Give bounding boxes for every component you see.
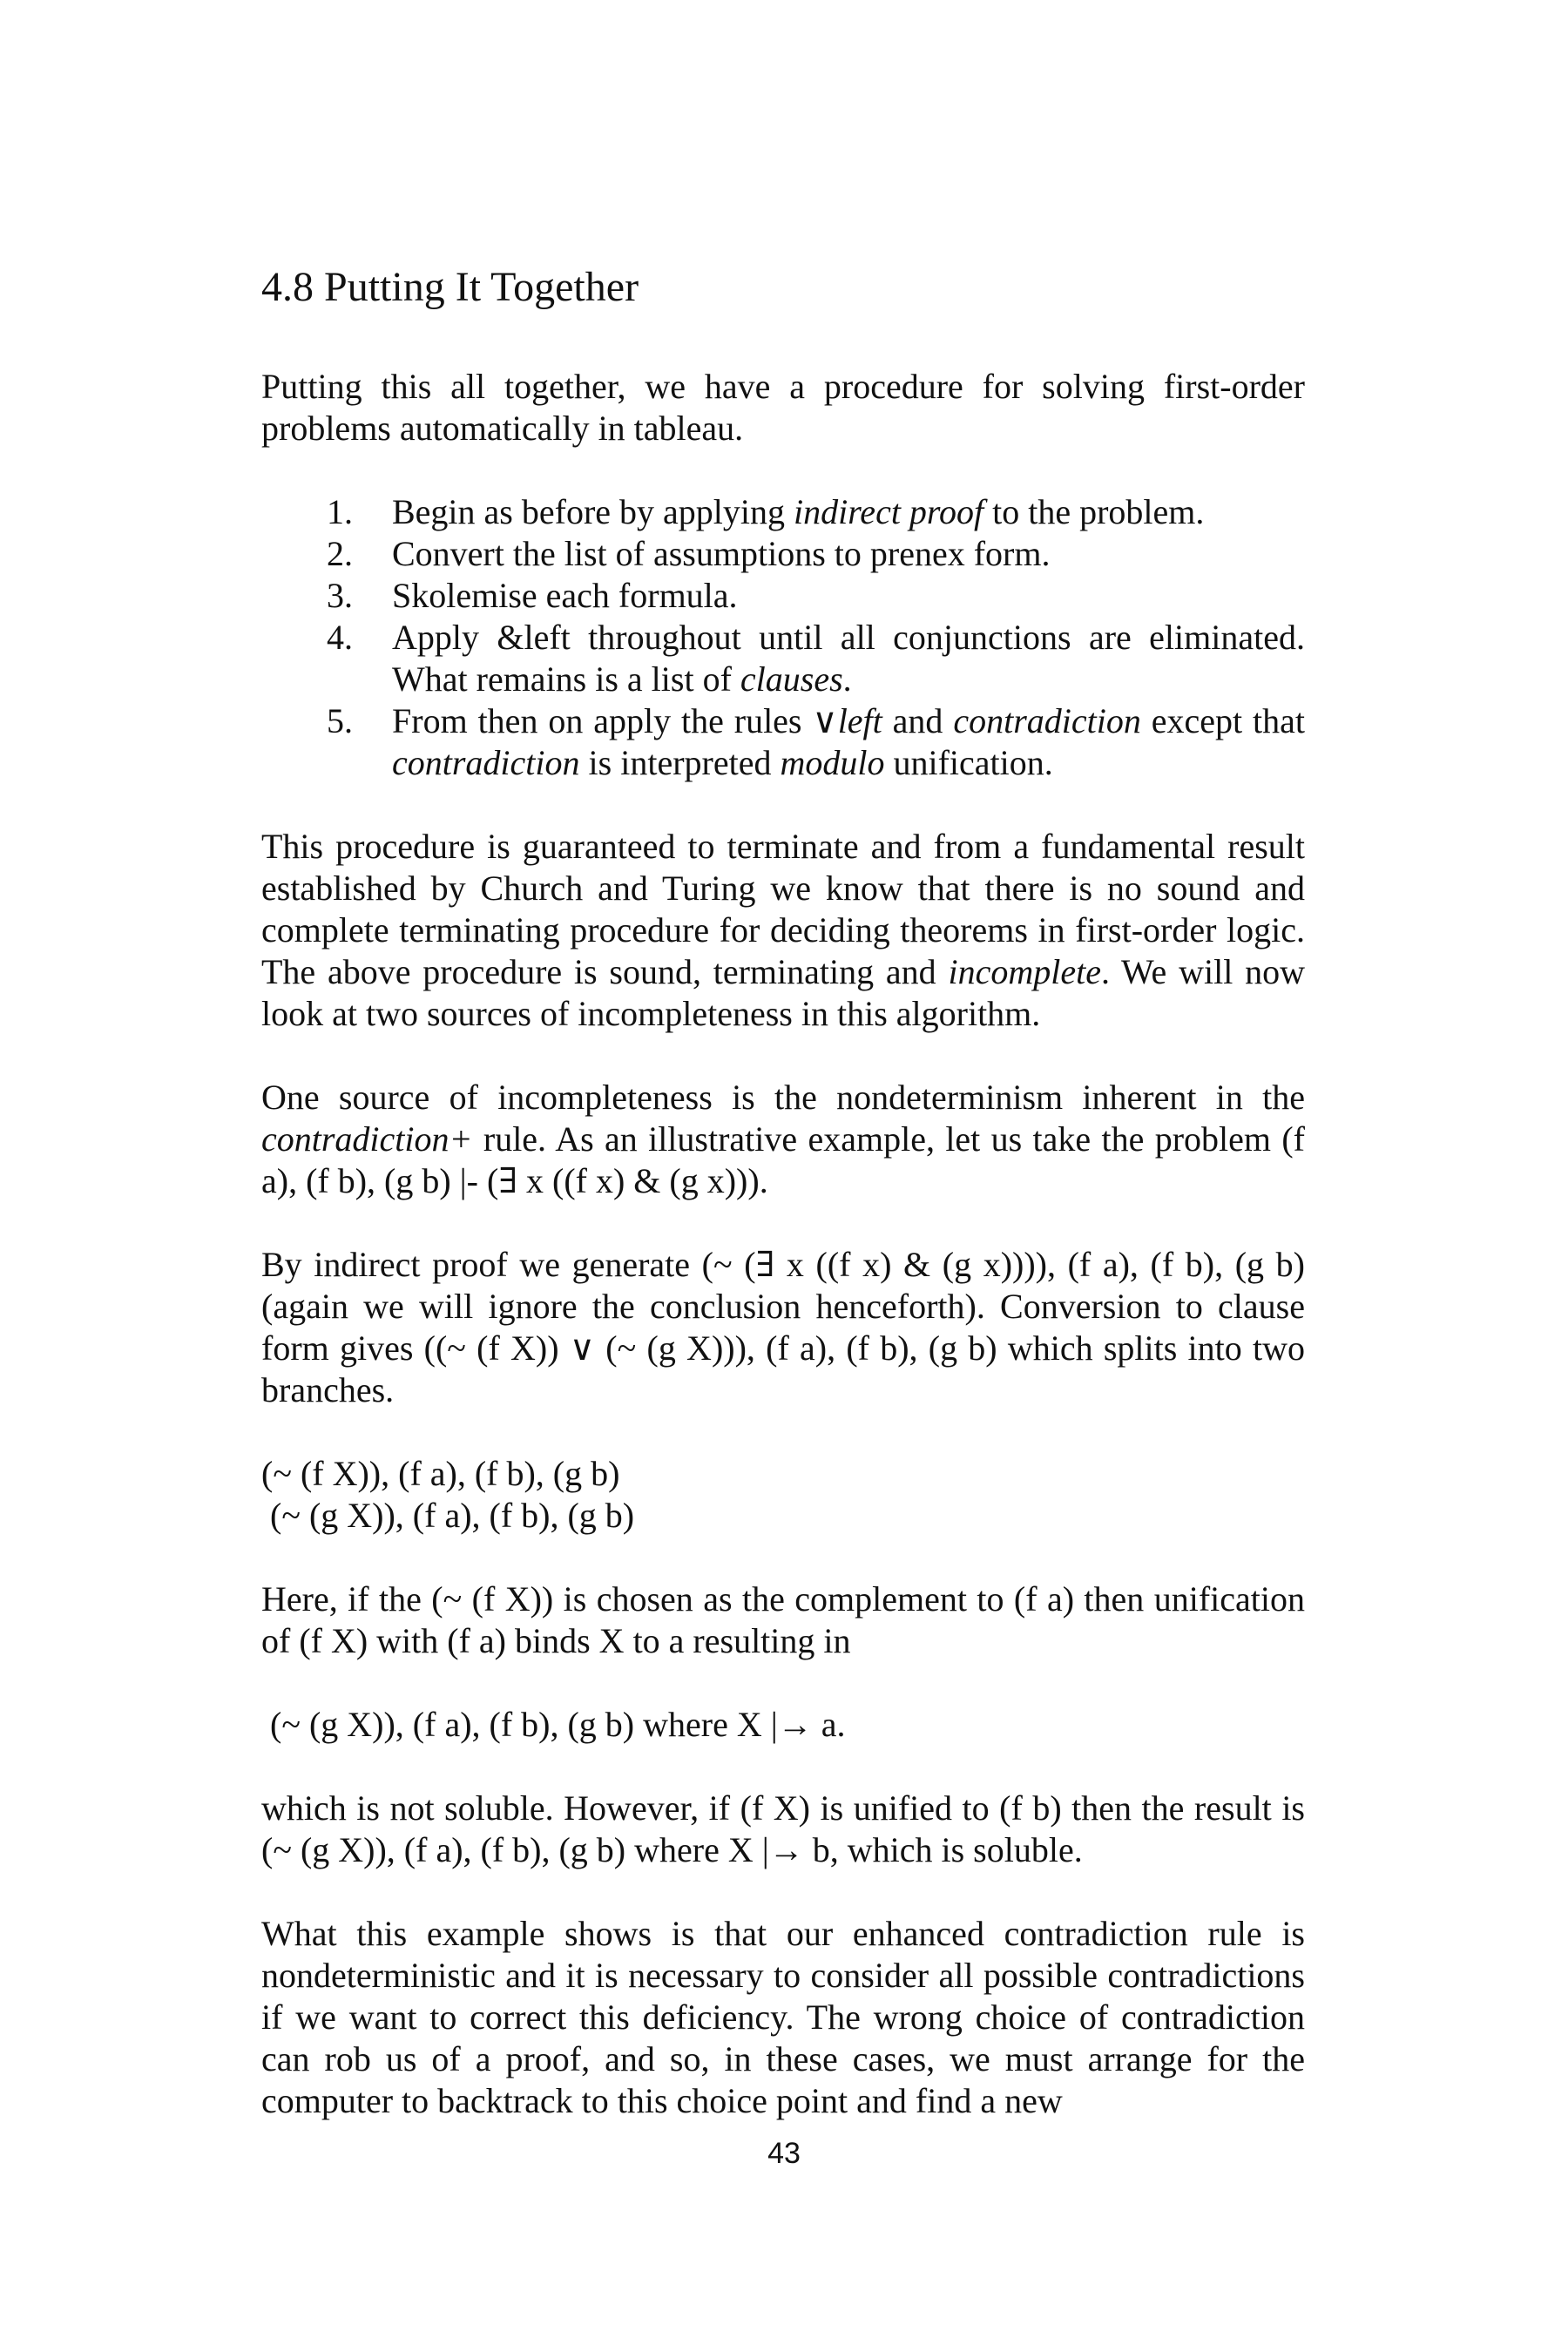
step-text: Apply &left throughout until all conjunctions are eliminated. What remains is a list of (392, 618, 1305, 699)
step-text: is interpreted (579, 743, 781, 782)
nondeterminism-paragraph: What this example shows is that our enhanced contradiction rule is nondeterministic and it is necessary to consider all possible contradictions if we want to correct this deficiency. The wrong choice of contradiction can rob us of a proof, and so, in these cases, we must arrange for the computer to backtrack to this choice point and find a new (261, 1914, 1305, 2120)
step-number: 2. (327, 534, 353, 573)
branch-formula-1: (~ (f X)), (f a), (f b), (g b) (261, 1454, 620, 1493)
paragraph-emphasis: contradiction+ (261, 1119, 473, 1159)
procedure-step-2 (261, 533, 1305, 575)
step-emphasis: left (837, 701, 882, 740)
paragraph-text: One source of incompleteness is the nondeterminism inherent in the (261, 1078, 1305, 1117)
step-text: Begin as before by applying (392, 492, 794, 531)
step-text: . (842, 659, 852, 699)
result-formula: (~ (g X)), (f a), (f b), (g b) where X |→ a. (270, 1705, 846, 1744)
step-text: Convert the list of assumptions to prenex form. (392, 534, 1051, 573)
step-emphasis: indirect proof (794, 492, 984, 531)
step-number: 1. (327, 492, 353, 531)
incompleteness-paragraph (261, 1077, 1305, 1202)
page-number: 43 (767, 2137, 801, 2170)
paragraph-text: . We will now look at two sources of incompleteness in this algorithm. (261, 952, 1305, 1033)
intro-paragraph: Putting this all together, we have a procedure for solving first-order problems automatically in tableau. (261, 367, 1305, 448)
step-text: to the problem. (983, 492, 1205, 531)
step-text: From then on apply the rules ∨ (392, 701, 838, 740)
paragraph-emphasis: incomplete (948, 952, 1101, 991)
procedure-step-1 (261, 491, 1305, 533)
step-number: 3. (327, 576, 353, 615)
branch-formulas (261, 1453, 1305, 1537)
paragraph-text: rule. As an illustrative example, let us take the problem (472, 1119, 1282, 1159)
indirect-proof-paragraph: By indirect proof we generate (~ (∃ x ((f x) & (g x)))), (f a), (f b), (g b) (again we will ignore the conclusion henceforth). Conversion to clause form gives ((~ (f X)) ∨ (~ (g X))), (f a), (f b), (g b) which splits into two branches. (261, 1245, 1305, 1409)
step-emphasis: contradiction (953, 701, 1141, 740)
step-number: 4. (327, 618, 353, 657)
branch-formula-2: (~ (g X)), (f a), (f b), (g b) (270, 1496, 635, 1535)
step-text: and (882, 701, 954, 740)
section-heading: 4.8 Putting It Together (261, 264, 639, 310)
formula-text: (f a), (f b), (g b) |- (∃ x ((f x) & (g x))). (261, 1119, 1305, 1200)
soluble-paragraph: which is not soluble. However, if (f X) is unified to (f b) then the result is (~ (g X)), (f a), (f b), (g b) where X |→ b, which is soluble. (261, 1788, 1305, 1869)
paragraph-text: This procedure is guaranteed to terminate and from a fundamental result established by Church and Turing we know that there is no sound and complete terminating procedure for deciding theorems in first-order logic. The above procedure is sound, terminating and (261, 827, 1305, 991)
procedure-step-5 (261, 700, 1305, 784)
step-text: unification. (884, 743, 1053, 782)
termination-paragraph (261, 826, 1305, 1035)
step-number: 5. (327, 701, 353, 740)
step-emphasis: contradiction (392, 743, 580, 782)
procedure-steps (261, 491, 1305, 784)
page-content (261, 261, 1305, 2122)
unification-paragraph: Here, if the (~ (f X)) is chosen as the complement to (f a) then unification of (f X) with (f a) binds X to a resulting in (261, 1579, 1305, 1660)
procedure-step-3 (261, 575, 1305, 617)
step-text: except that (1140, 701, 1306, 740)
step-emphasis: clauses (740, 659, 843, 699)
procedure-step-4 (261, 617, 1305, 700)
step-text: Skolemise each formula. (392, 576, 738, 615)
step-emphasis: modulo (780, 743, 885, 782)
